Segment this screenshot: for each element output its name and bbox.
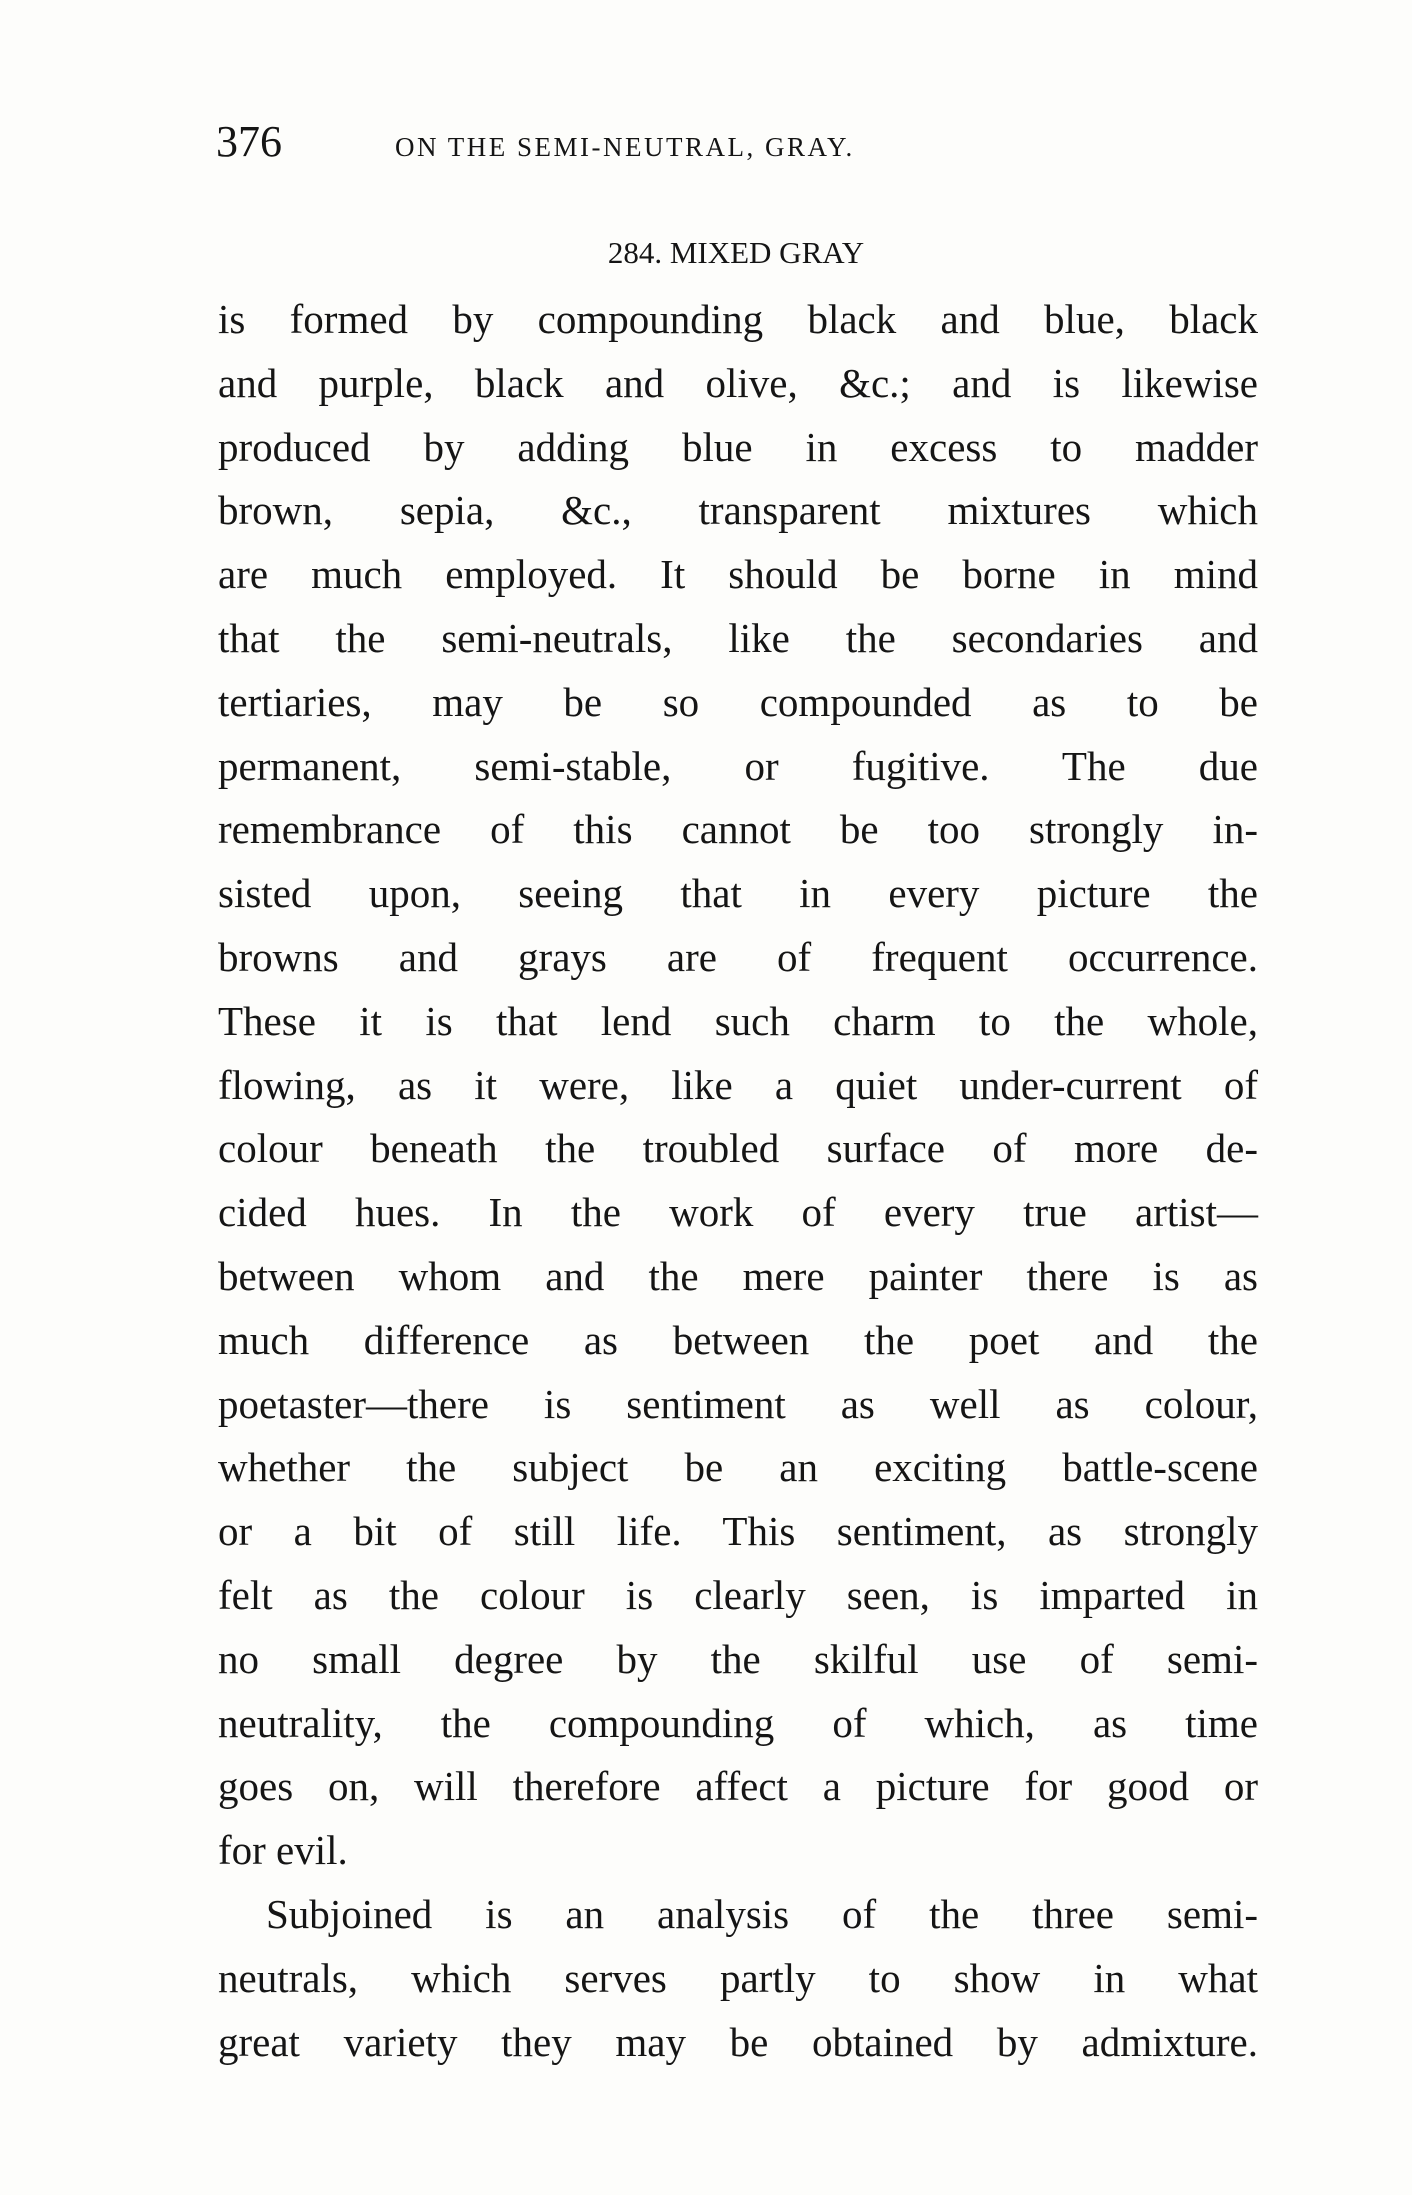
text-line: whether the subject be an exciting battle-scene xyxy=(218,1444,1258,1491)
text-line: produced by adding blue in excess to madder xyxy=(218,423,1258,470)
text-line: for evil. xyxy=(218,1827,348,1874)
text-line: browns and grays are of frequent occurrence. xyxy=(218,933,1258,980)
text-line: poetaster—there is sentiment as well as colour, xyxy=(218,1380,1258,1427)
text-line: permanent, semi-stable, or fugitive. The due xyxy=(218,742,1258,789)
text-line: great variety they may be obtained by admixture. xyxy=(218,2018,1258,2065)
text-line: tertiaries, may be so compounded as to be xyxy=(218,678,1258,725)
text-line: brown, sepia, &c., transparent mixtures which xyxy=(218,487,1258,534)
text-line: that the semi-neutrals, like the secondaries and xyxy=(218,614,1258,661)
text-line: between whom and the mere painter there is as xyxy=(218,1252,1258,1299)
text-line: felt as the colour is clearly seen, is imparted in xyxy=(218,1571,1258,1618)
text-line: flowing, as it were, like a quiet under-current of xyxy=(218,1061,1258,1108)
page-number: 376 xyxy=(216,117,282,166)
text-line: colour beneath the troubled surface of more de- xyxy=(218,1125,1258,1172)
section-heading: 284. MIXED GRAY xyxy=(607,235,865,270)
text-line: much difference as between the poet and the xyxy=(218,1316,1258,1363)
text-line: or a bit of still life. This sentiment, as strongly xyxy=(218,1508,1258,1555)
text-line: cided hues. In the work of every true artist— xyxy=(218,1189,1258,1236)
paragraph xyxy=(218,288,1258,1883)
body-text xyxy=(218,288,1258,2074)
text-line: remembrance of this cannot be too strongly in- xyxy=(218,806,1258,853)
text-line: and purple, black and olive, &c.; and is likewise xyxy=(218,359,1258,406)
text-line: Subjoined is an analysis of the three semi- xyxy=(266,1890,1258,1937)
text-line: neutrals, which serves partly to show in what xyxy=(218,1954,1258,2001)
text-line: goes on, will therefore affect a picture for good or xyxy=(218,1763,1258,1810)
text-line: sisted upon, seeing that in every picture the xyxy=(218,870,1258,917)
paragraph xyxy=(218,1883,1258,2074)
text-line: is formed by compounding black and blue, black xyxy=(218,296,1258,342)
text-line: These it is that lend such charm to the whole, xyxy=(218,997,1258,1044)
text-line: are much employed. It should be borne in mind xyxy=(218,551,1258,598)
text-line: no small degree by the skilful use of semi- xyxy=(218,1635,1258,1682)
running-title: ON THE SEMI-NEUTRAL, GRAY. xyxy=(395,132,855,162)
text-line: neutrality, the compounding of which, as time xyxy=(218,1699,1258,1746)
